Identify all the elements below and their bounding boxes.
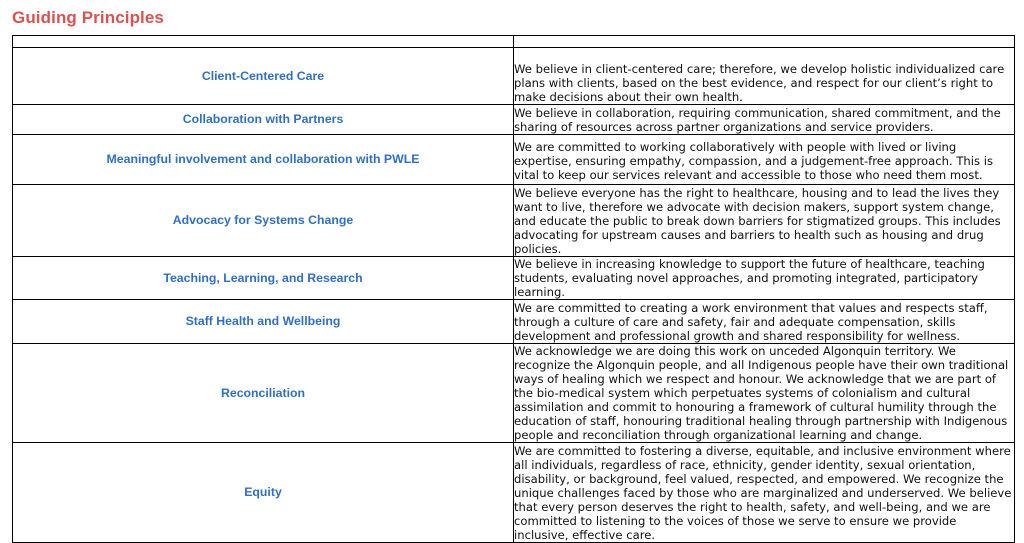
table-row bbox=[13, 344, 1015, 443]
principle-description: We believe in increasing knowledge to support the future of healthcare, teaching students, evaluating novel approaches, and promoting integrated, participatory learning. bbox=[514, 257, 1015, 300]
table-row bbox=[13, 300, 1015, 344]
principle-description: We acknowledge we are doing this work on unceded Algonquin territory. We recognize the Algonquin people, and all Indigenous people have their own traditional ways of healing which we respect and honour. We acknowledge that we are part of the bio-medical system which perpetuates systems of colonialism and cultural assimilation and commit to honouring a framework of cultural humility through the education of staff, honouring traditional healing through partnership with Indigenous people and reconciliation through organizational learning and change. bbox=[514, 344, 1015, 443]
table-header-row bbox=[13, 36, 1015, 48]
table-row bbox=[13, 185, 1015, 257]
principle-name: Collaboration with Partners bbox=[13, 105, 514, 135]
table-row bbox=[13, 257, 1015, 300]
table-row bbox=[13, 443, 1015, 543]
page-title: Guiding Principles bbox=[12, 8, 164, 27]
empty-header-cell bbox=[13, 36, 514, 48]
principle-name: Reconciliation bbox=[13, 344, 514, 443]
empty-header-cell bbox=[514, 36, 1015, 48]
principle-description: We believe in collaboration, requiring communication, shared commitment, and the sharing of resources across partner organizations and service providers. bbox=[514, 105, 1015, 135]
principle-name: Equity bbox=[13, 443, 514, 543]
guiding-principles-table bbox=[12, 35, 1015, 543]
table-row bbox=[13, 135, 1015, 185]
principle-name: Advocacy for Systems Change bbox=[13, 185, 514, 257]
table-row bbox=[13, 105, 1015, 135]
table-row bbox=[13, 48, 1015, 105]
principle-name: Staff Health and Wellbeing bbox=[13, 300, 514, 344]
principle-description: We believe everyone has the right to healthcare, housing and to lead the lives they want to live, therefore we advocate with decision makers, support system change, and educate the public to break down barriers for stigmatized groups. This includes advocating for upstream causes and barriers to health such as housing and drug policies. bbox=[514, 185, 1015, 257]
principle-name: Client-Centered Care bbox=[13, 48, 514, 105]
principle-name: Teaching, Learning, and Research bbox=[13, 257, 514, 300]
principle-description: We are committed to creating a work environment that values and respects staff, through a culture of care and safety, fair and adequate compensation, skills development and professional growth and shared responsibility for wellness. bbox=[514, 300, 1015, 344]
principle-description: We are committed to working collaboratively with people with lived or living expertise, ensuring empathy, compassion, and a judgement-free approach. This is vital to keep our services relevant and accessible to those who need them most. bbox=[514, 135, 1015, 185]
principle-description: We believe in client-centered care; therefore, we develop holistic individualized care plans with clients, based on the best evidence, and respect for our client’s right to make decisions about their own health. bbox=[514, 48, 1015, 105]
principle-name: Meaningful involvement and collaboration with PWLE bbox=[13, 135, 514, 185]
principle-description: We are committed to fostering a diverse, equitable, and inclusive environment where all individuals, regardless of race, ethnicity, gender identity, sexual orientation, disability, or background, feel valued, respected, and empowered. We recognize the unique challenges faced by those who are marginalized and underserved. We believe that every person deserves the right to health, safety, and well-being, and we are committed to listening to the voices of those we serve to ensure we provide inclusive, effective care. bbox=[514, 443, 1015, 543]
